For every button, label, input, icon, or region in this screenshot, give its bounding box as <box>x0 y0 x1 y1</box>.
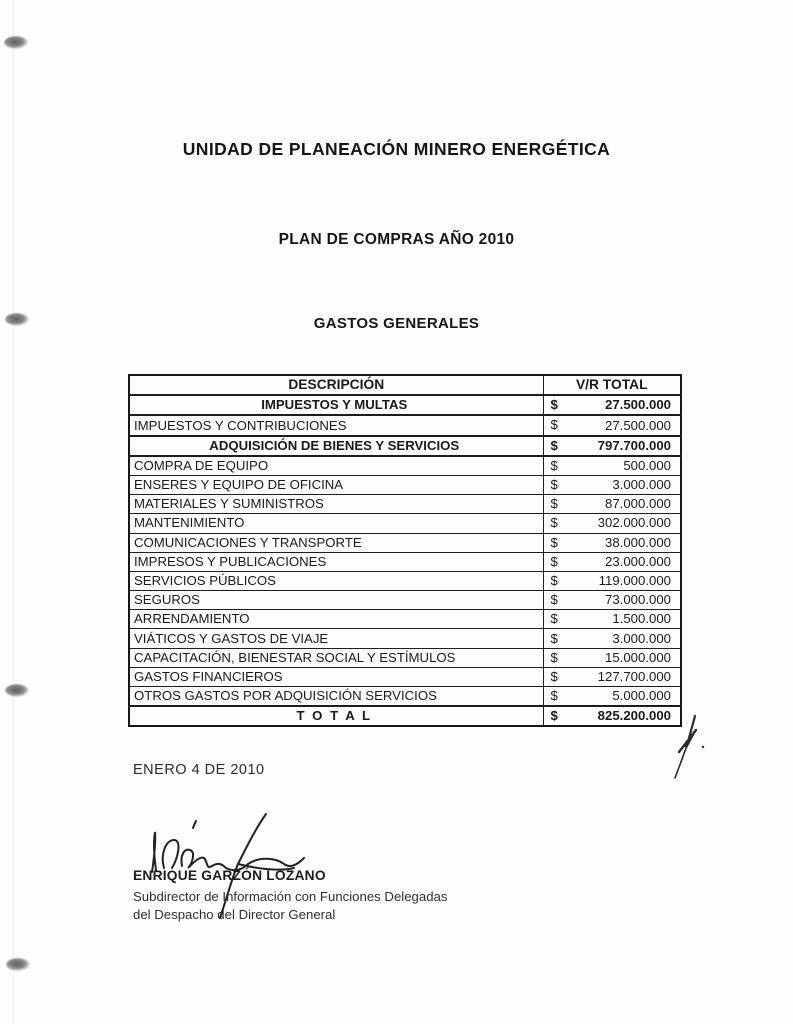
table-row <box>129 687 681 707</box>
table-row <box>129 395 681 415</box>
table-row <box>129 629 681 648</box>
currency-symbol: $ <box>550 457 558 473</box>
table-row <box>129 552 681 571</box>
document-subtitle: PLAN DE COMPRAS AÑO 2010 <box>278 231 515 248</box>
currency-symbol: $ <box>550 515 558 531</box>
currency-symbol: $ <box>550 573 558 589</box>
table-row <box>129 648 681 667</box>
row-description: ADQUISICIÓN DE BIENES Y SERVICIOS <box>209 437 460 453</box>
table-row <box>129 495 681 514</box>
table-row <box>129 475 681 494</box>
expenses-table-body <box>129 395 681 726</box>
table-row <box>129 706 681 726</box>
row-amount: 23.000.000 <box>604 553 671 569</box>
signatory-name: ENRIQUE GARZÓN LOZANO <box>133 868 326 883</box>
currency-symbol: $ <box>550 496 558 512</box>
row-amount: 3.000.000 <box>612 630 671 646</box>
row-description: T O T A L <box>296 708 373 724</box>
currency-symbol: $ <box>550 688 558 704</box>
currency-symbol: $ <box>550 630 558 646</box>
row-amount: 500.000 <box>623 457 671 473</box>
currency-symbol: $ <box>550 649 558 665</box>
row-description: GASTOS FINANCIEROS <box>134 668 283 684</box>
table-row <box>129 436 681 456</box>
table-row <box>129 591 681 610</box>
signatory-role-line2: del Despacho del Director General <box>133 907 336 922</box>
document-date: ENERO 4 DE 2010 <box>133 762 265 778</box>
document-title: UNIDAD DE PLANEACIÓN MINERO ENERGÉTICA <box>182 139 611 159</box>
currency-symbol: $ <box>550 437 558 453</box>
row-amount: 27.500.000 <box>604 397 671 413</box>
table-row <box>129 533 681 552</box>
currency-symbol: $ <box>550 477 558 493</box>
row-description: IMPUESTOS Y CONTRIBUCIONES <box>134 417 347 433</box>
scan-smudge <box>6 958 30 971</box>
currency-symbol: $ <box>550 708 558 724</box>
row-description: COMUNICACIONES Y TRANSPORTE <box>134 534 362 550</box>
row-amount: 825.200.000 <box>597 708 671 724</box>
table-header-row <box>129 375 681 395</box>
row-amount: 87.000.000 <box>604 496 671 512</box>
row-description: OTROS GASTOS POR ADQUISICIÓN SERVICIOS <box>134 688 437 704</box>
currency-symbol: $ <box>550 397 558 413</box>
currency-symbol: $ <box>550 611 558 627</box>
row-amount: 302.000.000 <box>597 515 671 531</box>
column-header-total: V/R TOTAL <box>543 375 681 395</box>
row-amount: 3.000.000 <box>612 477 671 493</box>
table-row <box>129 456 681 476</box>
row-description: MANTENIMIENTO <box>134 515 245 531</box>
section-heading: GASTOS GENERALES <box>313 315 480 332</box>
row-description: SEGUROS <box>134 592 200 608</box>
row-description: VIÁTICOS Y GASTOS DE VIAJE <box>134 630 329 646</box>
row-description: CAPACITACIÓN, BIENESTAR SOCIAL Y ESTÍMULOS <box>134 649 456 665</box>
row-amount: 73.000.000 <box>604 592 671 608</box>
currency-symbol: $ <box>550 592 558 608</box>
expenses-table <box>128 374 682 727</box>
row-amount: 15.000.000 <box>604 649 671 665</box>
row-amount: 5.000.000 <box>612 688 671 704</box>
row-description: SERVICIOS PÚBLICOS <box>134 573 276 589</box>
row-description: ARRENDAMIENTO <box>134 611 250 627</box>
currency-symbol: $ <box>550 417 558 433</box>
row-amount: 1.500.000 <box>612 611 671 627</box>
signatory-role-line1: Subdirector de Información con Funciones Delegadas <box>133 889 448 904</box>
row-amount: 797.700.000 <box>597 437 671 453</box>
table-row <box>129 571 681 590</box>
row-amount: 38.000.000 <box>604 534 671 550</box>
table-row <box>129 667 681 686</box>
row-description: IMPRESOS Y PUBLICACIONES <box>134 553 327 569</box>
currency-symbol: $ <box>550 553 558 569</box>
row-amount: 27.500.000 <box>604 417 671 433</box>
row-description: MATERIALES Y SUMINISTROS <box>134 496 324 512</box>
column-header-description: DESCRIPCIÓN <box>129 375 543 395</box>
table-row <box>129 514 681 533</box>
handwritten-checkmark <box>670 712 714 784</box>
currency-symbol: $ <box>550 534 558 550</box>
table-row <box>129 415 681 435</box>
row-description: ENSERES Y EQUIPO DE OFICINA <box>134 477 344 493</box>
row-description: COMPRA DE EQUIPO <box>134 457 269 473</box>
table-row <box>129 610 681 629</box>
scan-smudge <box>5 684 29 697</box>
row-amount: 127.700.000 <box>597 668 671 684</box>
scan-smudge <box>4 36 28 49</box>
currency-symbol: $ <box>550 668 558 684</box>
row-amount: 119.000.000 <box>598 573 671 589</box>
row-description: IMPUESTOS Y MULTAS <box>261 397 408 413</box>
